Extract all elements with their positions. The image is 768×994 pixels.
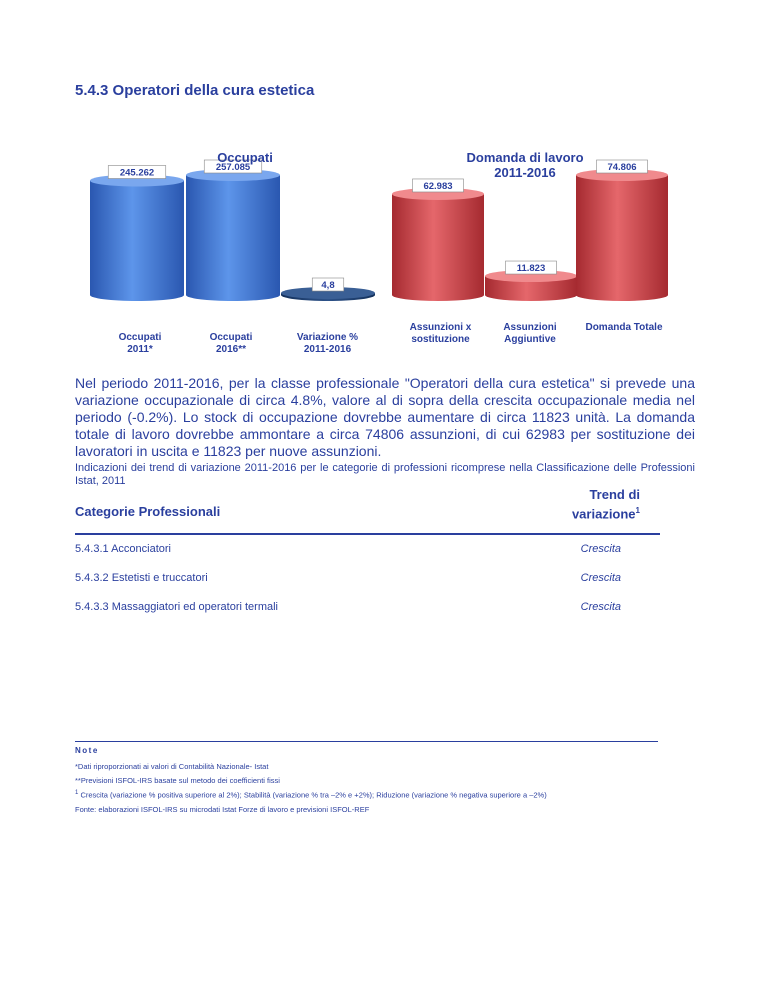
bar-body	[90, 181, 184, 301]
table-row-trend: Crescita	[580, 601, 621, 613]
data-label: 257.085	[215, 162, 251, 173]
table-row-trend: Crescita	[580, 543, 621, 555]
table-header-trend	[520, 487, 640, 522]
bar-body	[392, 194, 484, 301]
table-row-label: 5.4.3.3 Massaggiatori ed operatori termali	[75, 601, 278, 613]
table-header-category: Categorie Professionali	[75, 504, 221, 519]
data-label: 245.262	[119, 167, 155, 179]
category-label: Occupati 2016**	[209, 332, 253, 355]
data-label: 62.983	[423, 180, 453, 192]
chart-title-domanda: Domanda di lavoro 2011-2016	[466, 150, 584, 180]
note-item-sup: 1	[75, 790, 79, 796]
occupati-chart	[90, 160, 375, 301]
summary-paragraph: Nel periodo 2011-2016, per la classe professionale "Operatori della cura estetica" si prevede una variazione occupazionale di circa 4.8%, valore al di sopra della crescita occupazionale media nel periodo (-0.2%). Lo stock di occupazione dovrebbe aumentare di circa 11823 unità. La domanda totale di lavoro dovrebbe ammontare a circa 74806 assunzioni, di cui 62983 per sostituzione dei lavoratori in uscita e 11823 per nuove assunzioni.	[75, 375, 695, 459]
category-label: Occupati 2011*	[118, 332, 162, 355]
data-label: 74.806	[607, 162, 637, 173]
chart-title-occupati: Occupati	[217, 150, 273, 165]
bar-body	[576, 175, 668, 301]
table-intro: Indicazioni dei trend di variazione 2011-2016 per le categorie di professioni ricomprese nella Classificazione delle Professioni Istat, 2011	[75, 462, 695, 487]
category-label: Variazione % 2011-2016	[296, 332, 359, 355]
table-header-rule	[75, 533, 660, 535]
section-title: 5.4.3 Operatori della cura estetica	[75, 82, 315, 99]
note-item	[75, 790, 547, 800]
category-label: Domanda Totale	[585, 322, 663, 333]
note-item-text: Crescita (variazione % positiva superiore al 2%); Stabilità (variazione % tra –2% e +2%); Riduzione (variazione % negativa superiore a –2%)	[80, 790, 547, 800]
data-label: 4,8	[321, 280, 335, 291]
table-row-trend: Crescita	[580, 572, 621, 584]
notes-title: Note	[75, 746, 99, 755]
domanda-chart	[392, 160, 668, 301]
note-item: Fonte: elaborazioni ISFOL-IRS su microdati Istat Forze di lavoro e previsioni ISFOL-REF	[75, 805, 370, 814]
table-row-label: 5.4.3.1 Acconciatori	[75, 543, 172, 555]
bar-body	[186, 175, 280, 301]
note-item: **Previsioni ISFOL-IRS basate sul metodo dei coefficienti fissi	[75, 776, 280, 785]
notes-rule	[75, 741, 658, 742]
table-header-trend-sup: 1	[635, 506, 640, 515]
category-label: Assunzioni x sostituzione	[409, 322, 472, 345]
category-label: Assunzioni Aggiuntive	[503, 322, 557, 345]
table-row-label: 5.4.3.2 Estetisti e truccatori	[75, 572, 208, 584]
data-label: 11.823	[516, 263, 546, 275]
note-item: *Dati riproporzionati ai valori di Contabilità Nazionale- Istat	[75, 762, 269, 771]
table-header-trend-line1: Trend di	[589, 487, 640, 502]
table-header-trend-line2: variazione	[571, 506, 636, 522]
